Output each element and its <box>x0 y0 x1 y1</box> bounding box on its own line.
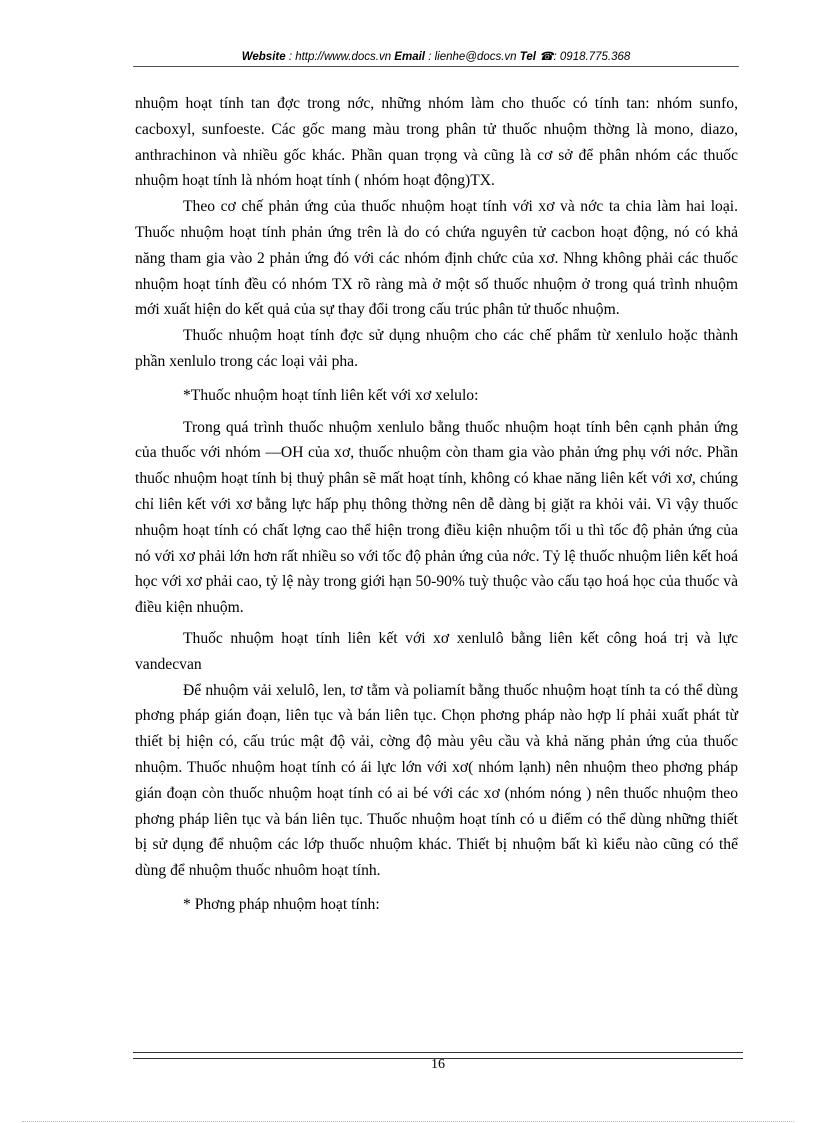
document-body <box>135 91 738 924</box>
header-divider <box>133 66 739 67</box>
paragraph: Để nhuộm vải xelulô, len, tơ tằm và poliamít bằng thuốc nhuộm hoạt tính ta có thể dùng phơng pháp gián đoạn, liên tục và bán liên tục. Chọn phơng pháp nào hợp lí phải xuất phát từ thiết bị hiện có, cấu trúc mật độ vải, cờng độ màu yêu cầu và khả năng phản ứng của thuốc nhuộm. Thuốc nhuộm hoạt tính có ái lực lớn với xơ( nhóm lạnh) nên nhuộm theo phơng pháp gián đoạn còn thuốc nhuộm hoạt tính có ai bé với các xơ (nhóm nóng ) nên thuốc nhuộm theo phơng pháp liên tục và bán liên tục. Thuốc nhuộm hoạt tính có u điểm có thể dùng những thiết bị sử dụng để nhuộm các lớp thuốc nhuộm khác. Thiết bị nhuộm bất kì kiểu nào cũng có thể dùng để nhuộm thuốc nhuôm hoạt tính. <box>135 681 738 880</box>
paragraph: Theo cơ chế phản ứng của thuốc nhuộm hoạt tính với xơ và nớc ta chia làm hai loại. Thuốc nhuộm hoạt tính phản ứng trên là do có chứa nguyên tử cacbon hoạt động, nó có khả năng tham gia vào 2 phản ứng đó với các nhóm định chức của xơ. Nhng không phải các thuốc nhuộm hoạt tính đều có nhóm TX rõ ràng mà ở một số thuốc nhuộm ở trong quá trình nhuộm mới xuất hiện do kết quả của sự thay đổi trong cấu trúc phân tử thuốc nhuộm. <box>135 198 738 319</box>
section-note: *Thuốc nhuộm hoạt tính liên kết với xơ xelulo: <box>183 386 479 404</box>
email-label: Email <box>394 51 425 63</box>
page-bottom-border <box>22 1121 794 1122</box>
paragraph: nhuộm hoạt tính tan đợc trong nớc, những nhóm làm cho thuốc có tính tan: nhóm sunfo, cacboxyl, sunfoeste. Các gốc mang màu trong phân tử thuốc nhuộm thờng là mono, diazo, anthrachinon và nhiều gốc khác. Phần quan trọng và cũng là cơ sở để phân nhóm các thuốc nhuộm hoạt tính là nhóm hoạt tính ( nhóm hoạt động)TX. <box>135 95 738 190</box>
tel-value: ☎: 0918.775.368 <box>539 51 631 63</box>
page-number: 16 <box>431 1057 445 1072</box>
tel-label: Tel <box>519 51 536 63</box>
paragraph: Thuốc nhuộm hoạt tính liên kết với xơ xenlulô bằng liên kết công hoá trị và lực vandecvan <box>135 629 738 673</box>
paragraph: Trong quá trình thuốc nhuộm xenlulo bằng thuốc nhuộm hoạt tính bên cạnh phản ứng của thuốc với nhóm —OH của xơ, thuốc nhuộm còn tham gia vào phản ứng phụ với nớc. Phần thuốc nhuộm hoạt tính bị thuỷ phân sẽ mất hoạt tính, không có khae năng liên kết với xơ, chúng chỉ liên kết với xơ bằng lực hấp phụ thông thờng nên dễ dàng bị giặt ra khỏi vải. Vì vậy thuốc nhuộm hoạt tính có chất lợng cao thể hiện trong điều kiện nhuộm tối u thì tốc độ phản ứng của nó với xơ phải lớn hơn rất nhiều so với tốc độ phản ứng của nớc. Tỷ lệ thuốc nhuộm liên kết hoá học với xơ phải cao, tỷ lệ này trong giới hạn 50-90% tuỳ thuộc vào cấu tạo hoá học của thuốc và điều kiện nhuộm. <box>135 418 738 617</box>
website-url[interactable]: : http://www.docs.vn <box>288 51 392 63</box>
page-header <box>133 49 739 63</box>
email-value[interactable]: : lienhe@docs.vn <box>428 51 517 63</box>
website-label: Website <box>241 51 286 63</box>
paragraph: Thuốc nhuộm hoạt tính đợc sử dụng nhuộm cho các chế phẩm từ xenlulo hoặc thành phần xenlulo trong các loại vải pha. <box>135 327 738 370</box>
section-note: * Phơng pháp nhuộm hoạt tính: <box>183 895 380 913</box>
